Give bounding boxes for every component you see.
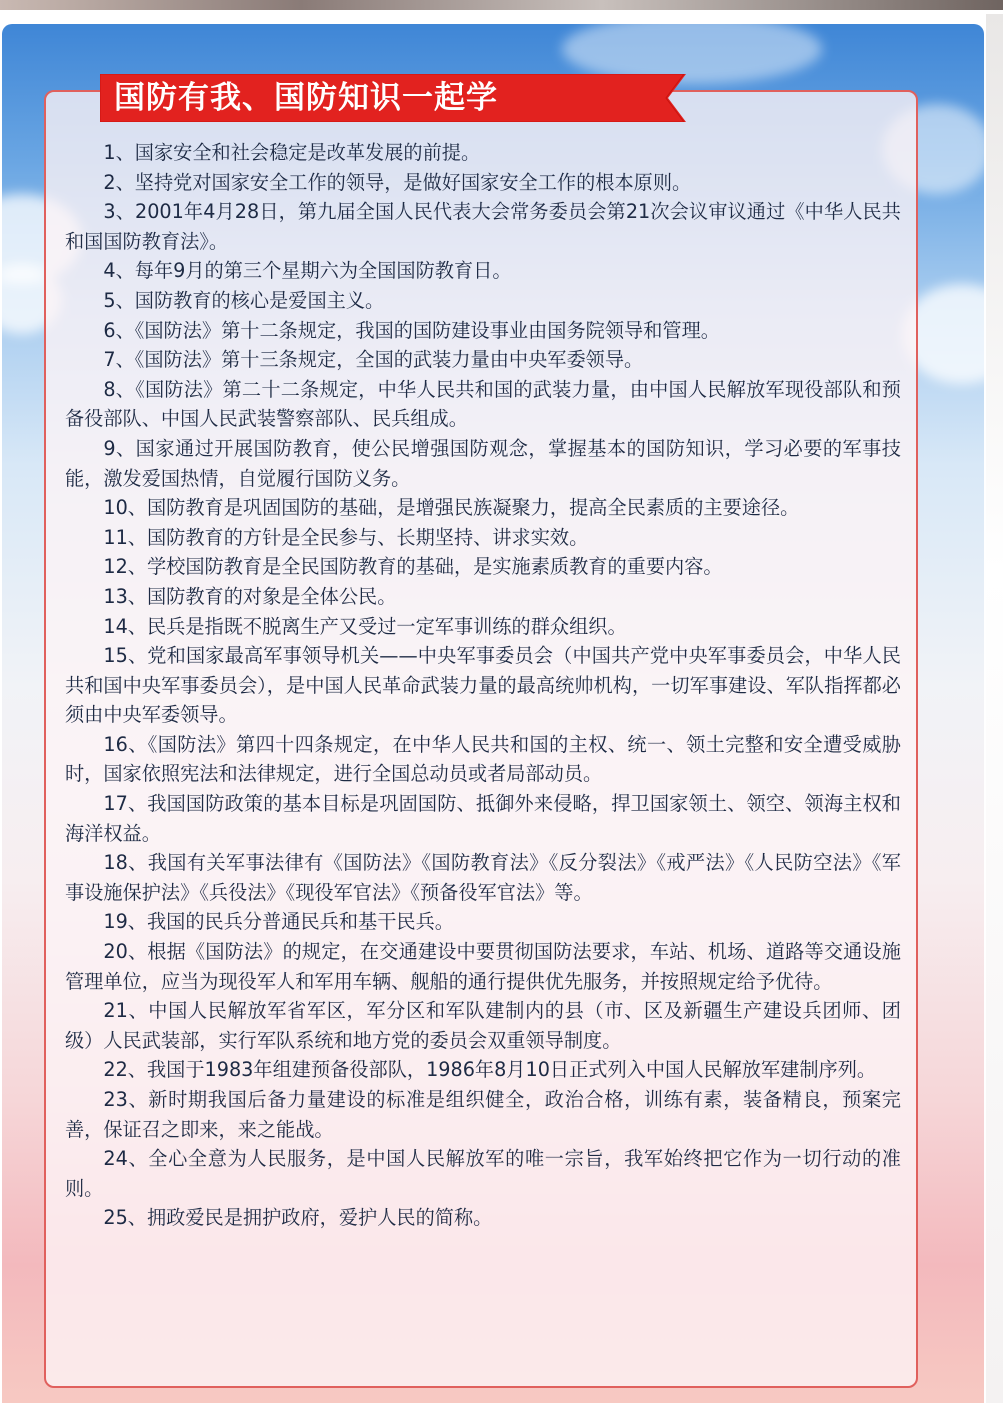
list-item: 22、我国于1983年组建预备役部队，1986年8月10日正式列入中国人民解放军建制序列。	[103, 1058, 877, 1082]
list-item: 10、国防教育是巩固国防的基础，是增强民族凝聚力，提高全民素质的主要途径。	[103, 496, 800, 520]
list-item: 4、每年9月的第三个星期六为全国国防教育日。	[103, 259, 512, 283]
list-item: 20、根据《国防法》的规定，在交通建设中要贯彻国防法要求，车站、机场、道路等交通设施管理单位，应当为现役军人和军用车辆、舰船的通行提供优先服务，并按照规定给予优待。	[65, 940, 901, 993]
knowledge-list	[65, 138, 901, 1233]
list-item: 17、我国国防政策的基本目标是巩固国防、抵御外来侵略，捍卫国家领土、领空、领海主权和海洋权益。	[65, 792, 901, 845]
list-item: 23、新时期我国后备力量建设的标准是组织健全，政治合格，训练有素，装备精良，预案完善，保证召之即来，来之能战。	[65, 1088, 901, 1141]
list-item: 25、拥政爱民是拥护政府，爱护人民的简称。	[103, 1206, 493, 1230]
list-item: 7、《国防法》第十三条规定，全国的武装力量由中央军委领导。	[103, 348, 644, 372]
list-item: 18、我国有关军事法律有《国防法》《国防教育法》《反分裂法》《戒严法》《人民防空法》《军事设施保护法》《兵役法》《现役军官法》《预备役军官法》等。	[65, 851, 901, 904]
list-item: 11、国防教育的方针是全民参与、长期坚持、讲求实效。	[103, 525, 589, 549]
top-photo-strip	[0, 0, 1003, 10]
list-item: 21、中国人民解放军省军区，军分区和军队建制内的县（市、区及新疆生产建设兵团师、团级）人民武装部，实行军队系统和地方党的委员会双重领导制度。	[65, 999, 901, 1052]
list-item: 9、国家通过开展国防教育，使公民增强国防观念，掌握基本的国防知识，学习必要的军事技能，激发爱国热情，自觉履行国防义务。	[65, 436, 901, 490]
list-item: 2、坚持党对国家安全工作的领导，是做好国家安全工作的根本原则。	[103, 170, 692, 194]
list-item: 16、《国防法》第四十四条规定，在中华人民共和国的主权、统一、领土完整和安全遭受威胁时，国家依照宪法和法律规定，进行全国总动员或者局部动员。	[65, 732, 901, 786]
list-item: 13、国防教育的对象是全体公民。	[103, 584, 397, 608]
title-banner	[100, 74, 690, 122]
list-item: 6、《国防法》第十二条规定，我国的国防建设事业由国务院领导和管理。	[103, 318, 720, 342]
list-item: 24、全心全意为人民服务，是中国人民解放军的唯一宗旨，我军始终把它作为一切行动的准则。	[65, 1147, 901, 1200]
list-item: 8、《国防法》第二十二条规定，中华人民共和国的武装力量，由中国人民解放军现役部队和预备役部队、中国人民武装警察部队、民兵组成。	[65, 377, 901, 431]
list-item: 15、党和国家最高军事领导机关——中央军事委员会（中国共产党中央军事委员会，中华人民共和国中央军事委员会），是中国人民革命武装力量的最高统帅机构，一切军事建设、军队指挥都必须由中央军委领导。	[65, 644, 901, 727]
list-item: 19、我国的民兵分普通民兵和基干民兵。	[103, 910, 454, 934]
list-item: 14、民兵是指既不脱离生产又受过一定军事训练的群众组织。	[103, 614, 627, 638]
list-item: 12、学校国防教育是全民国防教育的基础，是实施素质教育的重要内容。	[103, 555, 723, 579]
page-title: 国防有我、国防知识一起学	[114, 80, 498, 116]
viewer-scrollbar-track	[986, 14, 1003, 1403]
list-item: 3、2001年4月28日，第九届全国人民代表大会常务委员会第21次会议审议通过《中华人民共和国国防教育法》。	[65, 200, 901, 253]
list-item: 1、国家安全和社会稳定是改革发展的前提。	[103, 141, 481, 164]
list-item: 5、国防教育的核心是爱国主义。	[103, 288, 385, 312]
